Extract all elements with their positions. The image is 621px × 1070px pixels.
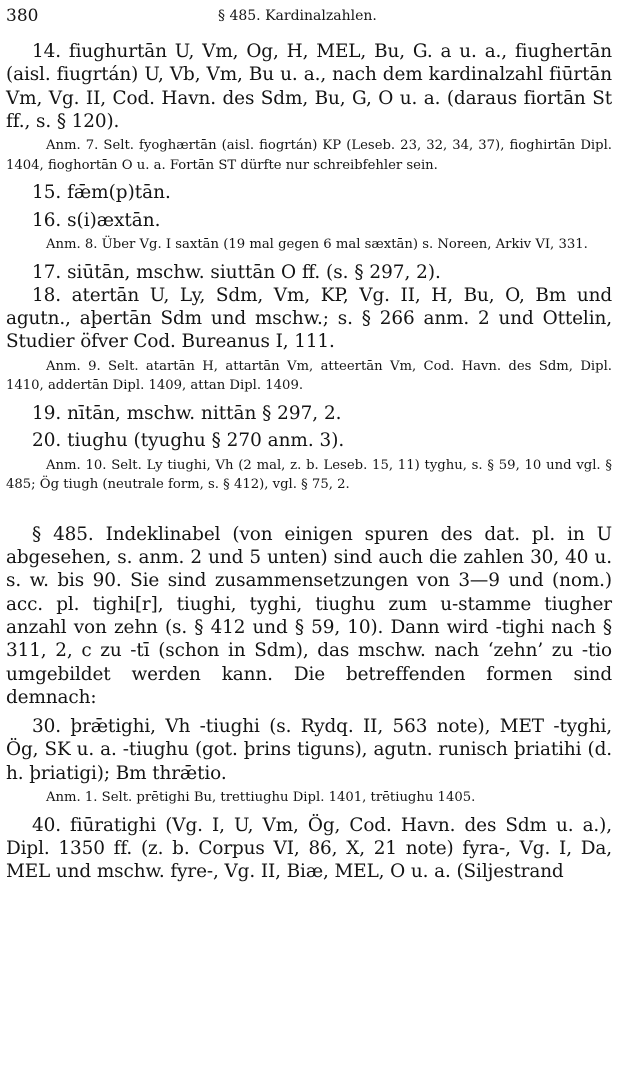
running-title: § 485. Kardinalzahlen. — [218, 8, 377, 24]
entry-18 — [6, 284, 612, 354]
section-gap — [6, 501, 612, 523]
page-body — [6, 40, 612, 883]
entry-14 — [6, 40, 612, 133]
entry-14-text: 14. fiughurtān U, Vm, Og, H, MEL, Bu, G. a u. a., fiughertān (aisl. fiugrtán) U, Vb, Vm, Bu u. a., nach dem kardinalzahl fiūrtān Vm, Vg. II, Cod. Havn. des Sdm, Bu, G, O u. a. (daraus fiortān St ff., s. § 120). — [6, 41, 612, 132]
entry-20: 20. tiughu (tyughu § 270 anm. 3). — [32, 430, 345, 452]
entry-19: 19. nītān, mschw. nittān § 297, 2. — [32, 402, 342, 424]
anmerkung-7-text: Anm. 7. Selt. fyoghærtān (aisl. fiogrtán) KP (Leseb. 23, 32, 34, 37), fioghirtān Dipl. 1404, fioghortān O u. a. Fortān ST dürfte nur schreibfehler sein. — [6, 138, 612, 173]
anmerkung-10 — [6, 456, 612, 495]
entry-18-text: 18. atertān U, Ly, Sdm, Vm, KP, Vg. II, H, Bu, O, Bm und agutn., aþertān Sdm und mschw.; s. § 266 anm. 2 und Ottelin, Studier öfver Cod. Bureanus I, 111. — [6, 284, 612, 353]
section-485 — [6, 523, 612, 709]
anmerkung-9-text: Anm. 9. Selt. atartān H, attartān Vm, atteertān Vm, Cod. Havn. des Sdm, Dipl. 1410, addertān Dipl. 1409, attan Dipl. 1409. — [6, 358, 612, 394]
entry-30 — [6, 715, 612, 785]
anmerkung-9 — [6, 357, 612, 396]
entry-15: 15. fǣm(p)tān. — [32, 182, 171, 204]
entry-16: 16. s(i)æxtān. — [32, 209, 161, 231]
page-number: 380 — [6, 6, 39, 26]
entry-17: 17. siūtān, mschw. siuttān O ff. (s. § 297, 2). — [32, 261, 441, 283]
anmerkung-1-text: Anm. 1. Selt. prētighi Bu, trettiughu Dipl. 1401, trētiughu 1405. — [46, 789, 476, 805]
anmerkung-7 — [6, 136, 612, 175]
entry-30-text: 30. þrǣtighi, Vh -tiughi (s. Rydq. II, 563 note), MET -tyghi, Ög, SK u. a. -tiughu (got. þrins tiguns), agutn. runisch þriatihi (d. h. þriatigi); Bm thrǣtio. — [6, 716, 612, 784]
entry-40 — [6, 814, 612, 884]
anmerkung-10-text: Anm. 10. Selt. Ly tiughi, Vh (2 mal, z. b. Leseb. 15, 11) tyghu, s. § 59, 10 und vgl. § 485; Ög tiugh (neutrale form, s. § 412), vgl. § 75, 2. — [6, 457, 612, 493]
anmerkung-8 — [6, 235, 612, 255]
section-485-text: § 485. Indeklinabel (von einigen spuren des dat. pl. in U abgesehen, s. anm. 2 und 5 unten) sind auch die zahlen 30, 40 u. s. w. bis 90. Sie sind zusammensetzungen von 3—9 und (nom.) acc. pl. tighi[r], tiughi, tyghi, tiughu zum u-stamme tiugher anzahl von zehn (s. § 412 und § 59, 10). Dann wird -tighi nach § 311, 2, c zu -tī (schon in Sdm), das mschw. nach ‘zehn’ zu -tio umgebildet werden kann. Die betreffenden formen sind demnach: — [6, 523, 612, 708]
anmerkung-8-text: Anm. 8. Über Vg. I saxtān (19 mal gegen 6 mal sæxtān) s. Noreen, Arkiv VI, 331. — [46, 236, 588, 252]
page-header — [6, 4, 611, 28]
anmerkung-1 — [6, 788, 612, 808]
entry-40-text: 40. fiūratighi (Vg. I, U, Vm, Ög, Cod. Havn. des Sdm u. a.), Dipl. 1350 ff. (z. b. Corpus VI, 86, X, 21 note) fyra-, Vg. I, Da, MEL und mschw. fyre-, Vg. II, Biæ, MEL, O u. a. (Siljestrand — [6, 814, 612, 883]
